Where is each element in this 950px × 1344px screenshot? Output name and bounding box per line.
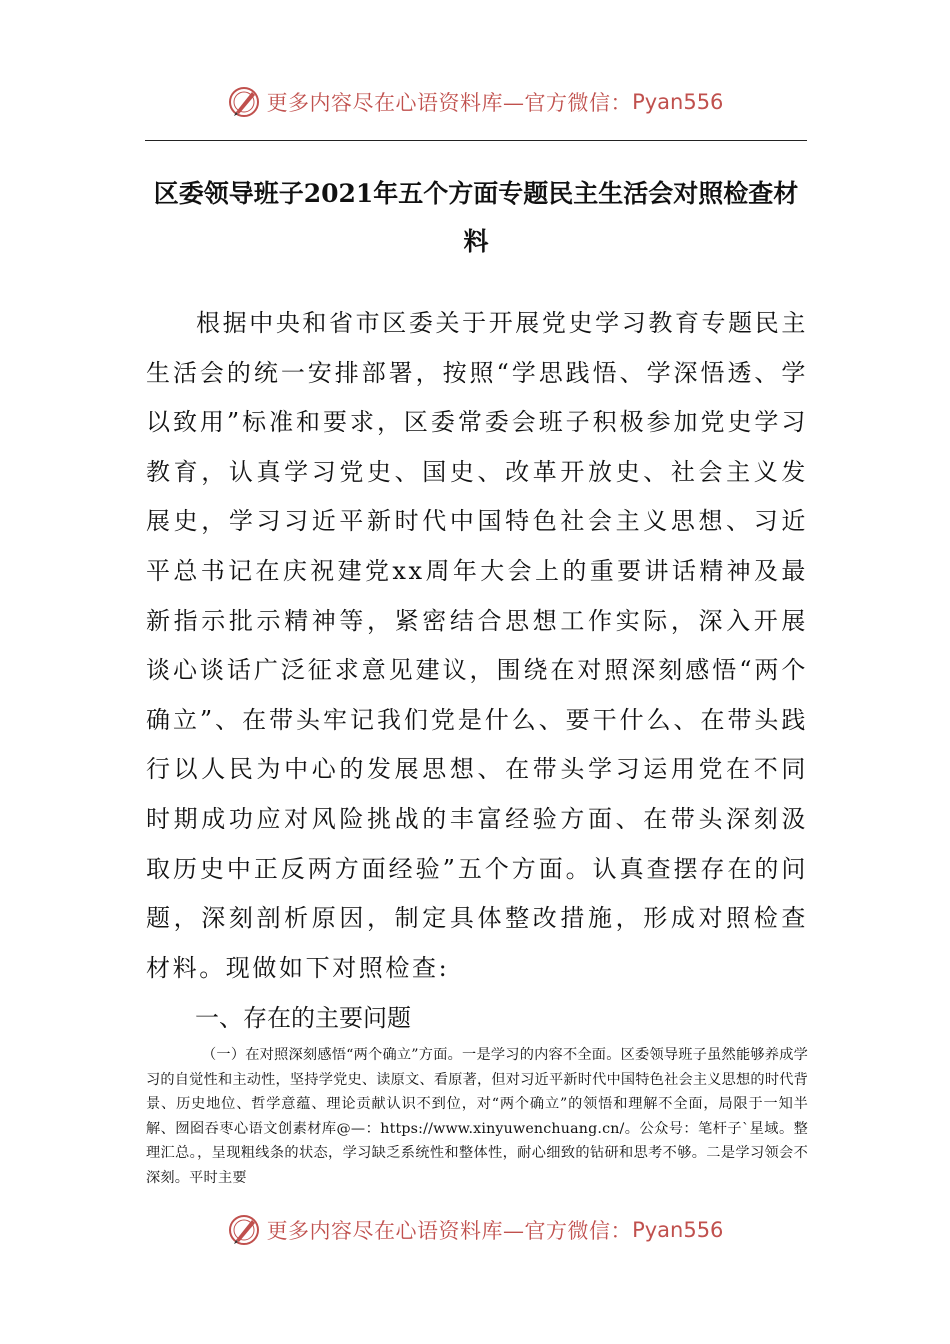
header-banner (0, 82, 950, 122)
section-paragraph: （一）在对照深刻感悟“两个确立”方面。一是学习的内容不全面。区委领导班子虽然能够养成学习的自觉性和主动性，坚持学党史、读原文、看原著，但对习近平新时代中国特色社会主义思想的时代背景、历史地位、哲学意蕴、理论贡献认识不到位，对“两个确立”的领悟和理解不全面，局限于一知半解、囫囵吞枣心语文创素材库@—：https://www.xinyuwenchuang.cn/。公众号：笔杆子`星域。整理汇总。，呈现粗线条的状态，学习缺乏系统性和整体性，耐心细致的钻研和思考不够。二是学习领会不深刻。平时主要 (146, 1047, 808, 1186)
footer-banner (0, 1210, 950, 1250)
header-divider (145, 140, 807, 141)
footer-banner-text: 更多内容尽在心语资料库—官方微信： (266, 1219, 633, 1243)
header-wechat-id: Pyan556 (632, 90, 724, 114)
footer-wechat-id: Pyan556 (632, 1218, 724, 1242)
document-title: 区委领导班子2021年五个方面专题民主生活会对照检查材料 (153, 179, 799, 256)
intro-paragraph: 根据中央和省市区委关于开展党史学习教育专题民主生活会的统一安排部署，按照“学思践悟、学深悟透、学以致用”标准和要求，区委常委会班子积极参加党史学习教育，认真学习党史、国史、改革开放史、社会主义发展史，学习习近平新时代中国特色社会主义思想、习近平总书记在庆祝建党xx周年大会上的重要讲话精神及最新指示批示精神等，紧密结合思想工作实际，深入开展谈心谈话广泛征求意见建议，围绕在对照深刻感悟“两个确立”、在带头牢记我们党是什么、要干什么、在带头践行以人民为中心的发展思想、在带头学习运用党在不同时期成功应对风险挑战的丰富经验方面、在带头深刻汲取历史中正反两方面经验”五个方面。认真查摆存在的问题，深刻剖析原因，制定具体整改措施，形成对照检查材料。现做如下对照检查: (146, 309, 808, 982)
pen-logo-icon (227, 85, 261, 119)
header-banner-text: 更多内容尽在心语资料库—官方微信： (266, 91, 633, 115)
pen-logo-icon (227, 1213, 261, 1247)
section-heading: 一、存在的主要问题 (195, 1004, 411, 1032)
